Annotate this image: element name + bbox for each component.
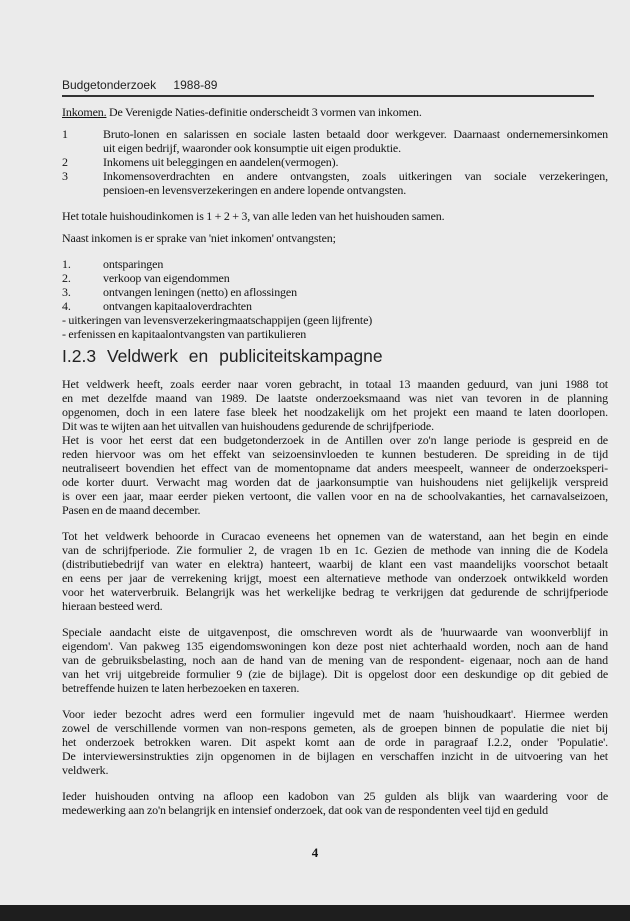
receipt-number: 2. — [62, 270, 71, 285]
section-number: I.2.3 — [62, 345, 97, 366]
section-title: Veldwerk en publiciteitskampagne — [106, 345, 383, 366]
income-type-item — [62, 127, 608, 155]
paragraph-line: De interviewersinstrukties zijn opgenomen in de bijlagen en verschaffen inzicht in de uitvoering van het — [62, 748, 608, 763]
income-type-number: 2 — [62, 154, 68, 169]
income-type-item — [62, 169, 608, 197]
income-types-list — [62, 127, 608, 197]
paragraph-line: neutraliseert bovendien het effect van de momentopname dat anders meespeelt, wanneer de onderzoeksperi- — [62, 460, 608, 475]
receipt-number: 1. — [62, 256, 71, 271]
paragraph-line: hieraan besteed werd. — [62, 598, 163, 613]
paragraph-line: Het veldwerk heeft, zoals eerder naar voren gebracht, in totaal 13 maanden geduurd, van juni 1988 tot — [62, 376, 608, 391]
paragraph-line: betreffende huizen te laten herbezoeken en taxeren. — [62, 680, 300, 695]
paragraph-line: en eens per jaar de verrekening krijgt, moest een alternatieve methode van onderzoek ontwikkeld worden — [62, 570, 608, 585]
receipt-dash-item: - uitkeringen van levensverzekeringmaatschappijen (geen lijfrente) — [62, 312, 373, 327]
paragraph-line: medewerking aan zo'n belangrijk en intensief onderzoek, dat ook van de respondenten veel tijd en geduld — [62, 802, 549, 817]
paragraph-line: reden hiervoor was om het effekt van seizoensinvloeden te kunnen bestuderen. De spreiding in de tijd — [62, 446, 608, 461]
paragraph-line: opgenomen, doch in een latere fase bleek het noodzakelijk om het projekt een maand te laten doorlopen. — [62, 404, 608, 419]
income-type-line: pensioen-en levensverzekeringen en andere lopende ontvangsten. — [103, 182, 407, 197]
paragraph-line: en met dezelfde maand van 1989. De laatste onderzoeksmaand was niet van tevoren in de planning — [62, 390, 608, 405]
spacer — [62, 119, 608, 127]
receipt-dash-item: - erfenissen en kapitaalontvangsten van partikulieren — [62, 326, 307, 341]
receipt-item — [62, 257, 608, 271]
paragraph-line: Pasen en de maand december. — [62, 502, 201, 517]
paragraph — [62, 625, 608, 695]
paragraph-line: Het is voor het eerst dat een budgetonderzoek in de Antillen over zo'n lange periode is gespreid en de — [62, 432, 608, 447]
paragraph-line: Voor ieder bezocht adres werd een formulier ingevuld met de naam 'huishoudkaart'. Hiermee werden — [62, 706, 608, 721]
header-rule — [62, 95, 594, 97]
receipt-item — [62, 271, 608, 285]
intro-line — [62, 105, 608, 119]
paragraph-line: Tot het veldwerk behoorde in Curacao eveneens het opnemen van de waterstand, aan het begin en einde — [62, 528, 608, 543]
paragraph-line: voor het waterverbruik. Belangrijk was het werkelijke bedrag te verkrijgen dat gedurende de schrijfperiode — [62, 584, 608, 599]
section-heading — [62, 345, 608, 367]
receipt-text: verkoop van eigendommen — [103, 270, 230, 285]
income-type-line: Inkomensoverdrachten en andere ontvangsten, zoals uitkeringen van sociale verzekeringen, — [103, 168, 608, 183]
niet-inkomen-line: Naast inkomen is er sprake van 'niet inkomen' ontvangsten; — [62, 230, 336, 245]
page-number: 4 — [311, 844, 319, 860]
receipt-text: ontvangen kapitaaloverdrachten — [103, 298, 252, 313]
spacer — [62, 245, 608, 257]
paragraph-line: is over een jaar, maar eerder pieken vertoont, die vallen voor en na de schoolvakanties, het carnavalseizoen, — [62, 488, 608, 503]
receipt-item — [62, 285, 608, 299]
spacer — [62, 223, 608, 231]
paragraph-line: zowel de verschillende vormen van non-respons gemeten, als de groepen binnen de populatie die niet bij — [62, 720, 608, 735]
paragraph — [62, 377, 608, 517]
total-income-line: Het totale huishoudinkomen is 1 + 2 + 3, van alle leden van het huishouden samen. — [62, 208, 445, 223]
paragraph — [62, 707, 608, 777]
paragraph-line: Ieder huishouden ontving na afloop een kadobon van 25 gulden als blijk van waardering voor de — [62, 788, 608, 803]
paragraph-line: van de schrijfperiode. Zie formulier 2, de vragen 1b en 1c. Gezien de methode van inning die de Kodela — [62, 542, 608, 557]
receipt-text: ontsparingen — [103, 256, 164, 271]
paragraph-line: eigendom'. Van pakweg 135 eigendomswoningen kon deze post niet achterhaald worden, noch aan de hand — [62, 638, 608, 653]
header-title: Budgetonderzoek — [62, 78, 157, 92]
body-text — [62, 377, 608, 817]
income-type-text — [103, 127, 608, 155]
income-type-text — [103, 169, 608, 197]
receipt-text: ontvangen leningen (netto) en aflossingen — [103, 284, 297, 299]
receipt-number: 3. — [62, 284, 71, 299]
other-receipts-list — [62, 257, 608, 341]
intro-text: De Verenigde Naties-definitie onderscheidt 3 vormen van inkomen. — [106, 104, 422, 119]
paragraph — [62, 789, 608, 817]
income-type-line: uit eigen bedrijf, waaronder ook konsumptie uit eigen produktie. — [103, 140, 401, 155]
paragraph-line: het onderzoek betrokken waren. Dit aspekt komt aan de orde in paragraaf I.2.2, onder 'Populatie'. — [62, 734, 608, 749]
paragraph-line: van het vrij uitgebreide formulier 9 (zie de bijlage). Dit is opgelost door een deskundige op dit gebied de — [62, 666, 608, 681]
income-type-number: 3 — [62, 168, 68, 183]
income-type-line: Inkomens uit beleggingen en aandelen(vermogen). — [103, 154, 339, 169]
income-type-line: Bruto-lonen en salarissen en sociale lasten betaald door werkgever. Daarnaast ondernemersinkomen — [103, 126, 608, 141]
receipt-item — [62, 299, 608, 313]
paragraph-line: (distributiebedrijf van water en elektra) hanteert, waarbij de klant een vast maandelijks voorschot betaalt — [62, 556, 608, 571]
paragraph-line: ode korter duurt. Verwacht mag worden dat de jaarkonsumptie van huishoudens niet gelijkelijk verspreid — [62, 474, 608, 489]
header-year: 1988-89 — [173, 78, 218, 92]
income-type-number: 1 — [62, 126, 68, 141]
paragraph — [62, 529, 608, 613]
intro-lead: Inkomen. — [62, 104, 107, 119]
income-type-item — [62, 155, 608, 169]
paragraph-line: Speciale aandacht eiste de uitgavenpost, die omschreven wordt als de 'huurwaarde van woonverblijf in — [62, 624, 608, 639]
scan-edge — [0, 905, 630, 921]
spacer — [62, 197, 608, 209]
running-header — [62, 78, 608, 93]
paragraph-line: veldwerk. — [62, 762, 109, 777]
paragraph-line: van de gebruiksbelasting, noch aan de hand van de mening van de respondent- eigenaar, noch aan de hand — [62, 652, 608, 667]
receipt-number: 4. — [62, 298, 71, 313]
paragraph-line: Dit was te wijten aan het uitvallen van huishoudens gedurende de schrijfperiode. — [62, 418, 434, 433]
income-type-text — [103, 155, 608, 169]
